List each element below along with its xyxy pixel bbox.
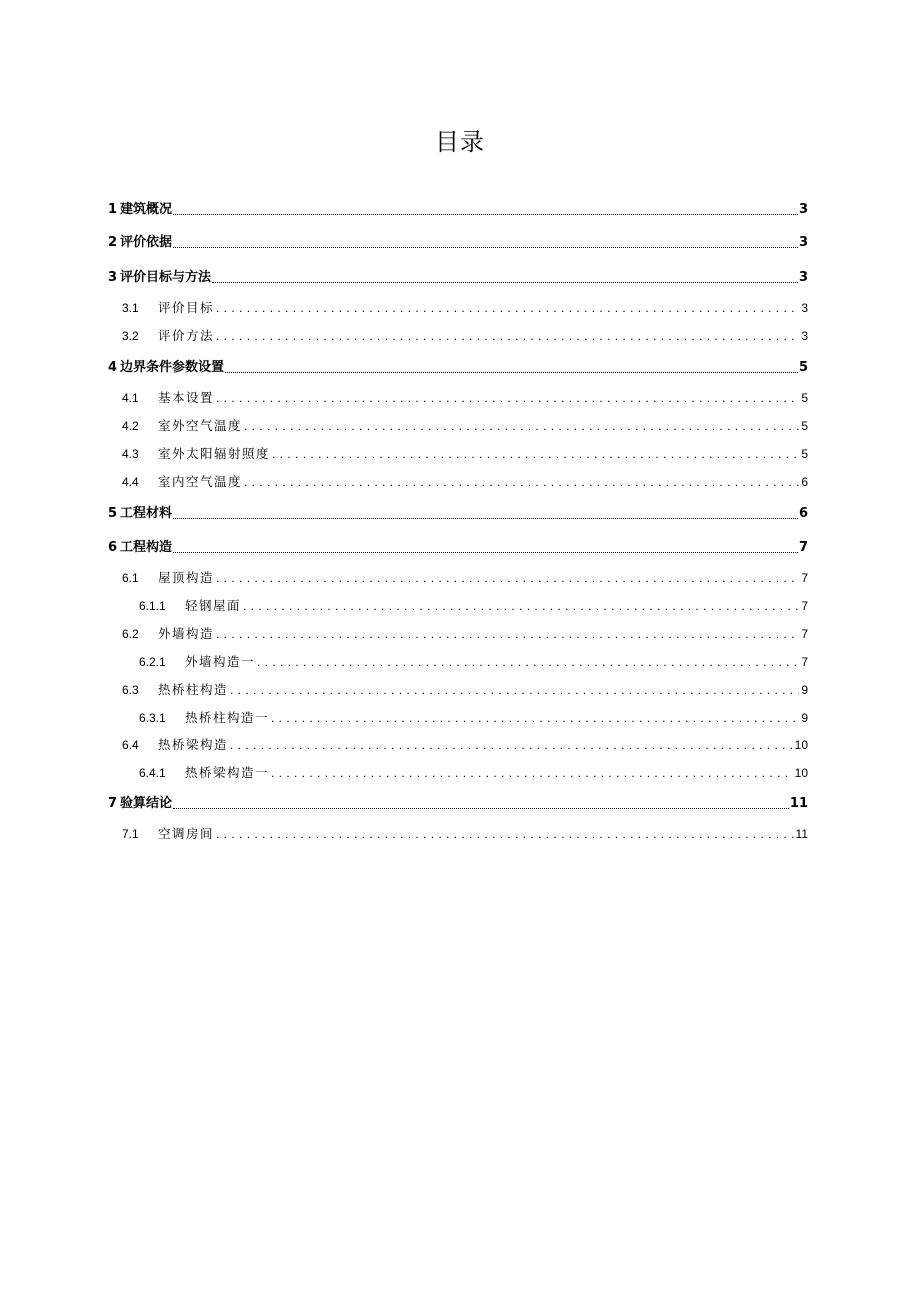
toc-entry-page-number: 10 — [794, 766, 808, 780]
toc-entry-label: 评价方法 — [158, 328, 215, 343]
dot-leader — [173, 242, 798, 248]
toc-entry[interactable] — [122, 444, 808, 464]
toc-entry[interactable] — [108, 358, 808, 378]
toc-entry[interactable] — [122, 824, 808, 844]
toc-entry-label: 屋顶构造 — [158, 570, 215, 585]
toc-entry-number: 6.3.1 — [139, 711, 166, 725]
toc-entry-page-number: 3 — [801, 301, 808, 315]
toc-entry-number: 7.1 — [122, 827, 139, 841]
toc-entry-label: 验算结论 — [120, 796, 173, 811]
toc-entry-number: 4.2 — [122, 419, 139, 433]
dot-leader — [272, 444, 799, 464]
toc-entry-page-number: 7 — [801, 599, 808, 613]
dot-leader — [173, 513, 798, 519]
toc-entry-page-number: 9 — [801, 711, 808, 725]
toc-entry[interactable] — [122, 416, 808, 436]
toc-entry-page-number: 6 — [801, 475, 808, 489]
toc-entry[interactable] — [122, 624, 808, 644]
toc-entry-number: 6.2 — [122, 627, 139, 641]
toc-entry[interactable] — [122, 680, 808, 700]
toc-entry-page-number: 10 — [794, 738, 808, 752]
dot-leader — [173, 547, 798, 553]
toc-entry[interactable] — [139, 708, 808, 728]
toc-entry-label: 工程构造 — [120, 540, 173, 555]
dot-leader — [212, 277, 798, 283]
toc-entry[interactable] — [122, 326, 808, 346]
toc-entry-number: 5 — [108, 506, 118, 521]
toc-entry[interactable] — [139, 652, 808, 672]
dot-leader — [216, 388, 799, 408]
toc-entry-number: 6.2.1 — [139, 655, 166, 669]
toc-entry-number: 4.3 — [122, 447, 139, 461]
toc-entry-label: 室外空气温度 — [158, 418, 243, 433]
toc-entry[interactable] — [122, 472, 808, 492]
dot-leader — [173, 803, 789, 809]
toc-entry-number: 6.3 — [122, 683, 139, 697]
toc-entry-label: 室内空气温度 — [158, 474, 243, 489]
toc-entry-page-number: 5 — [801, 391, 808, 405]
dot-leader — [173, 209, 798, 215]
toc-entry-page-number: 3 — [798, 270, 808, 285]
toc-entry-page-number: 7 — [801, 627, 808, 641]
toc-entry-label: 热桥柱构造 — [158, 682, 229, 697]
toc-entry-label: 基本设置 — [158, 390, 215, 405]
toc-entry-label: 工程材料 — [120, 506, 173, 521]
toc-entry[interactable] — [108, 538, 808, 558]
toc-entry[interactable] — [108, 233, 808, 253]
dot-leader — [271, 708, 799, 728]
dot-leader — [257, 652, 799, 672]
toc-entry[interactable] — [122, 568, 808, 588]
toc-entry-page-number: 5 — [801, 447, 808, 461]
toc-entry-number: 3.1 — [122, 301, 139, 315]
page-title: 目录 — [435, 128, 485, 156]
toc-entry-label: 外墙构造一 — [185, 654, 256, 669]
toc-entry-label: 室外太阳辐射照度 — [158, 446, 271, 461]
dot-leader — [244, 472, 799, 492]
toc-entry-number: 2 — [108, 235, 118, 250]
toc-entry-number: 3 — [108, 270, 118, 285]
toc-entry[interactable] — [108, 794, 808, 814]
toc-entry-page-number: 5 — [801, 419, 808, 433]
toc-entry-number: 6.1.1 — [139, 599, 166, 613]
toc-entry-page-number: 5 — [798, 360, 808, 375]
toc-entry-label: 热桥梁构造 — [158, 737, 229, 752]
dot-leader — [230, 735, 793, 755]
toc-entry-page-number: 3 — [798, 202, 808, 217]
toc-entry-page-number: 9 — [801, 683, 808, 697]
dot-leader — [216, 298, 799, 318]
toc-entry-number: 6.1 — [122, 571, 139, 585]
toc-entry-page-number: 11 — [789, 796, 808, 811]
toc-entry-number: 4 — [108, 360, 118, 375]
dot-leader — [216, 326, 799, 346]
dot-leader — [243, 596, 799, 616]
toc-entry-page-number: 11 — [795, 827, 808, 841]
dot-leader — [216, 624, 799, 644]
toc-entry-number: 6 — [108, 540, 118, 555]
toc-entry-label: 外墙构造 — [158, 626, 215, 641]
dot-leader — [216, 824, 794, 844]
toc-entry-number: 6.4.1 — [139, 766, 166, 780]
toc-entry-page-number: 3 — [798, 235, 808, 250]
toc-entry[interactable] — [108, 504, 808, 524]
toc-entry[interactable] — [122, 388, 808, 408]
toc-entry-label: 评价目标与方法 — [120, 270, 212, 285]
dot-leader — [244, 416, 799, 436]
toc-entry[interactable] — [139, 596, 808, 616]
toc-entry-page-number: 7 — [801, 655, 808, 669]
toc-entry[interactable] — [108, 200, 808, 220]
toc-entry[interactable] — [122, 298, 808, 318]
toc-entry-number: 4.4 — [122, 475, 139, 489]
toc-entry-page-number: 6 — [798, 506, 808, 521]
toc-entry-label: 热桥梁构造一 — [185, 765, 270, 780]
toc-entry[interactable] — [139, 763, 808, 783]
dot-leader — [271, 763, 793, 783]
toc-entry-label: 热桥柱构造一 — [185, 710, 270, 725]
toc-entry-number: 1 — [108, 202, 118, 217]
toc-entry-label: 空调房间 — [158, 826, 215, 841]
toc-entry-page-number: 7 — [798, 540, 808, 555]
toc-entry-label: 评价目标 — [158, 300, 215, 315]
toc-entry[interactable] — [122, 735, 808, 755]
toc-entry-number: 6.4 — [122, 738, 139, 752]
dot-leader — [230, 680, 799, 700]
toc-entry[interactable] — [108, 268, 808, 288]
toc-entry-page-number: 7 — [801, 571, 808, 585]
toc-entry-number: 7 — [108, 796, 118, 811]
toc-entry-label: 轻钢屋面 — [185, 598, 242, 613]
dot-leader — [216, 568, 799, 588]
toc-entry-label: 边界条件参数设置 — [120, 360, 225, 375]
toc-entry-page-number: 3 — [801, 329, 808, 343]
toc-entry-number: 4.1 — [122, 391, 139, 405]
toc-entry-number: 3.2 — [122, 329, 139, 343]
toc-entry-label: 建筑概况 — [120, 202, 173, 217]
dot-leader — [225, 367, 798, 373]
toc-entry-label: 评价依据 — [120, 235, 173, 250]
